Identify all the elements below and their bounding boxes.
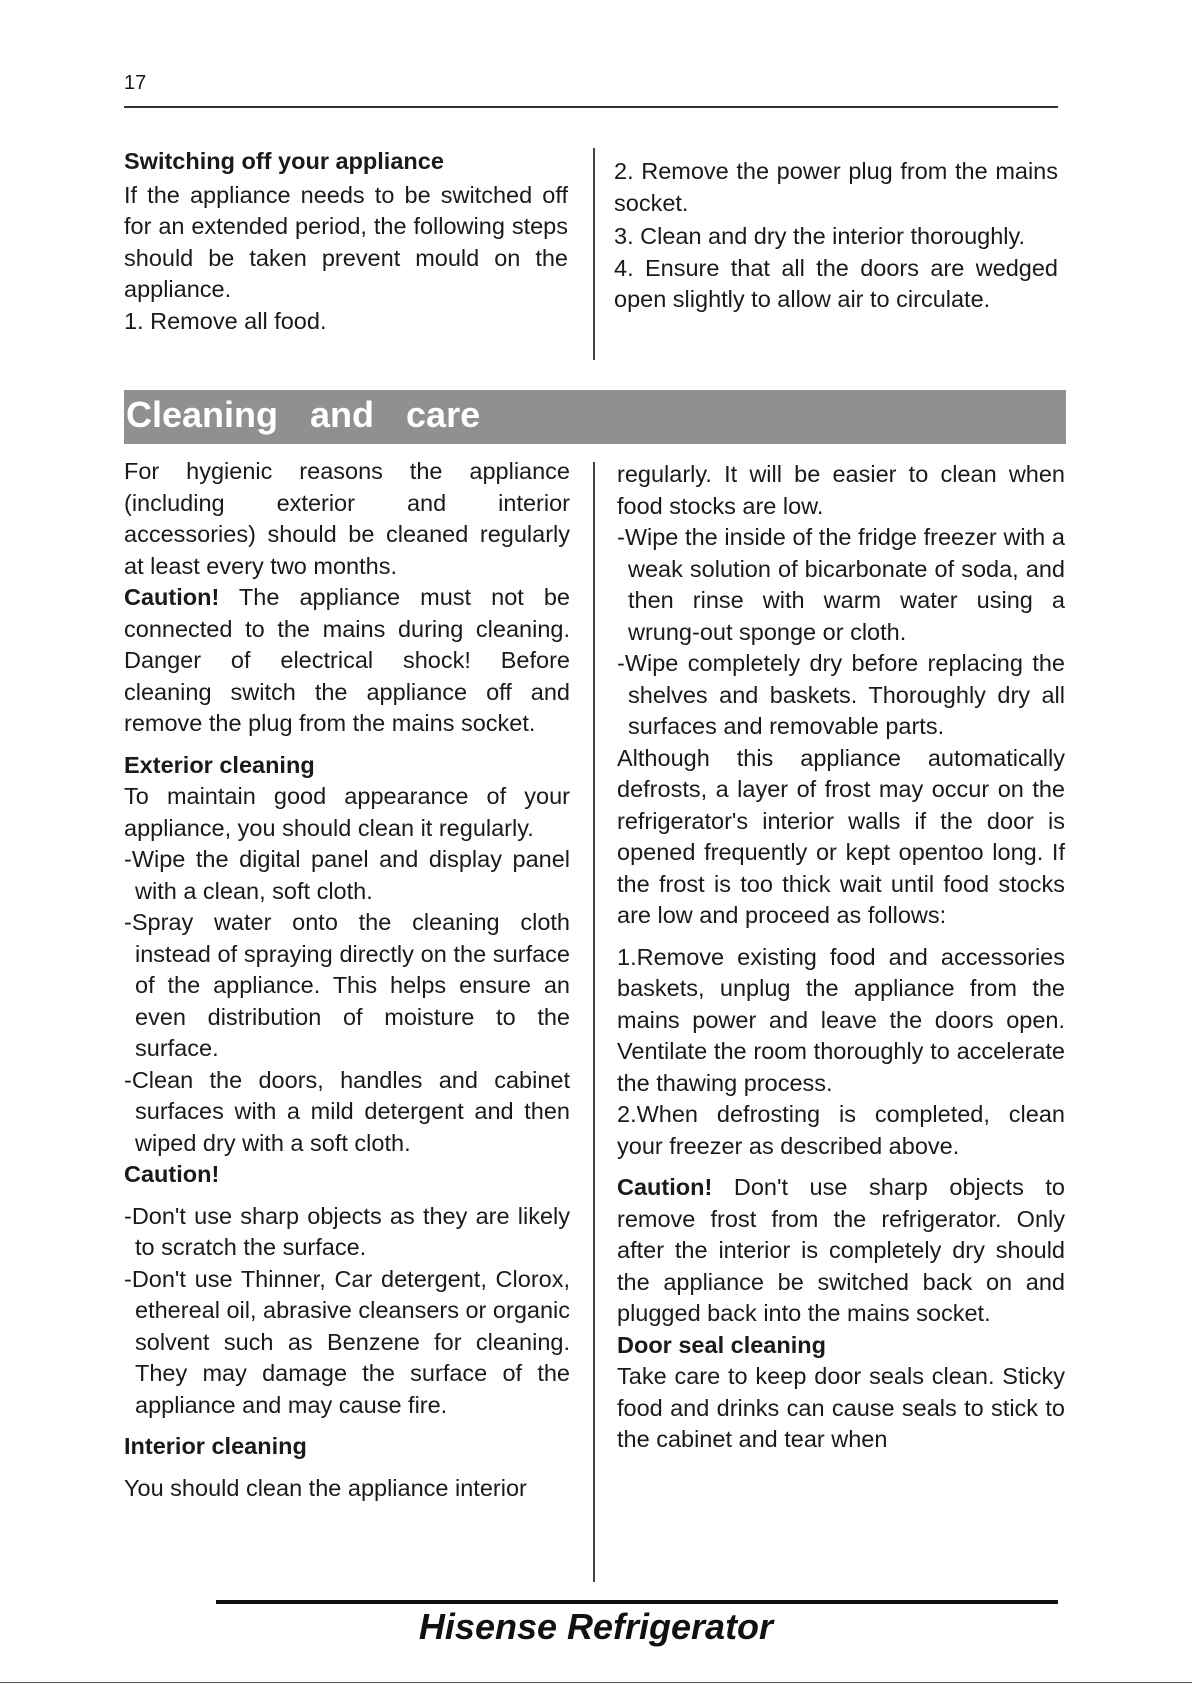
switching-off-intro: If the appliance needs to be switched off for an extended period, the following steps should be taken prevent mould on the appliance. <box>124 181 568 302</box>
exterior-cleaning-heading: Exterior cleaning <box>124 751 315 778</box>
header-rule <box>124 106 1058 108</box>
exterior-item-1: -Wipe the digital panel and display panel with a clean, soft cloth. <box>124 846 570 904</box>
caution-label-3: Caution! <box>617 1174 713 1200</box>
switching-off-right-column <box>614 156 1058 316</box>
interior-cleaning-text: You should clean the appliance interior <box>124 1474 527 1501</box>
cleaning-left-column <box>124 456 570 1504</box>
column-divider-top <box>593 148 595 360</box>
caution-item-1: -Don't use sharp objects as they are likely to scratch the surface. <box>124 1202 570 1260</box>
footer-rule <box>216 1600 1058 1604</box>
regularly-paragraph: regularly. It will be easier to clean when food stocks are low. <box>617 461 1065 519</box>
switching-off-left-column <box>124 146 568 337</box>
defrost-step-2: 2.When defrosting is completed, clean your freezer as described above. <box>617 1101 1065 1159</box>
exterior-item-3: -Clean the doors, handles and cabinet surfaces with a mild detergent and then wiped dry with a soft cloth. <box>124 1066 570 1156</box>
section-title: Cleaning and care <box>126 394 481 435</box>
page-number: 17 <box>124 72 147 94</box>
switching-off-step-4: 4. Ensure that all the doors are wedged open slightly to allow air to circulate. <box>614 254 1058 312</box>
caution-paragraph-1 <box>124 582 570 740</box>
switching-off-step-2: 2. Remove the power plug from the mains socket. <box>614 158 1058 216</box>
caution-text-3: Don't use sharp objects to remove frost from the refrigerator. Only after the interior is completely dry should the appliance be switched back on and plugged back into the mains socket. <box>617 1174 1065 1326</box>
page-edge-line <box>0 1682 1192 1683</box>
caution-paragraph-3 <box>617 1172 1065 1330</box>
cleaning-right-column <box>617 459 1065 1456</box>
column-divider-main <box>593 462 595 1582</box>
caution-label-2: Caution! <box>124 1161 220 1187</box>
interior-item-2: -Wipe completely dry before replacing the shelves and baskets. Thoroughly dry all surfaces and removable parts. <box>617 650 1065 739</box>
hygiene-paragraph: For hygienic reasons the appliance (including exterior and interior accessories) should be cleaned regularly at least every two months. <box>124 458 570 579</box>
caution-item-2: -Don't use Thinner, Car detergent, Clorox, ethereal oil, abrasive cleansers or organic solvent such as Benzene for cleaning. They may damage the surface of the appliance and may cause fire. <box>124 1265 570 1418</box>
defrost-paragraph: Although this appliance automatically defrosts, a layer of frost may occur on the refrigerator's interior walls if the door is opened frequently or kept opentoo long. If the frost is too thick wait until food stocks are low and proceed as follows: <box>617 744 1065 928</box>
brand-logo-text: Hisense Refrigerator <box>418 1606 774 1647</box>
switching-off-heading: Switching off your appliance <box>124 148 444 174</box>
door-seal-text: Take care to keep door seals clean. Sticky food and drinks can cause seals to stick to the cabinet and tear when <box>617 1363 1065 1452</box>
switching-off-step-3: 3. Clean and dry the interior thoroughly. <box>614 223 1026 249</box>
section-title-band <box>124 390 1066 444</box>
caution-label-1: Caution! <box>124 584 220 610</box>
exterior-item-2: -Spray water onto the cleaning cloth instead of spraying directly on the surface of the appliance. This helps ensure an even distribution of moisture to the surface. <box>124 909 570 1061</box>
caution-text-1: The appliance must not be connected to the mains during cleaning. Danger of electrical shock! Before cleaning switch the appliance off and remove the plug from the mains socket. <box>124 584 570 736</box>
door-seal-heading: Door seal cleaning <box>617 1331 826 1358</box>
defrost-step-1: 1.Remove existing food and accessories baskets, unplug the appliance from the mains power and leave the doors open. Ventilate the room thoroughly to accelerate the thawing process. <box>617 943 1065 1096</box>
interior-item-1: -Wipe the inside of the fridge freezer with a weak solution of bicarbonate of soda, and then rinse with warm water using a wrung-out sponge or cloth. <box>617 524 1065 645</box>
switching-off-step-1: 1. Remove all food. <box>124 307 327 334</box>
exterior-cleaning-intro: To maintain good appearance of your appliance, you should clean it regularly. <box>124 783 570 841</box>
interior-cleaning-heading: Interior cleaning <box>124 1433 307 1459</box>
